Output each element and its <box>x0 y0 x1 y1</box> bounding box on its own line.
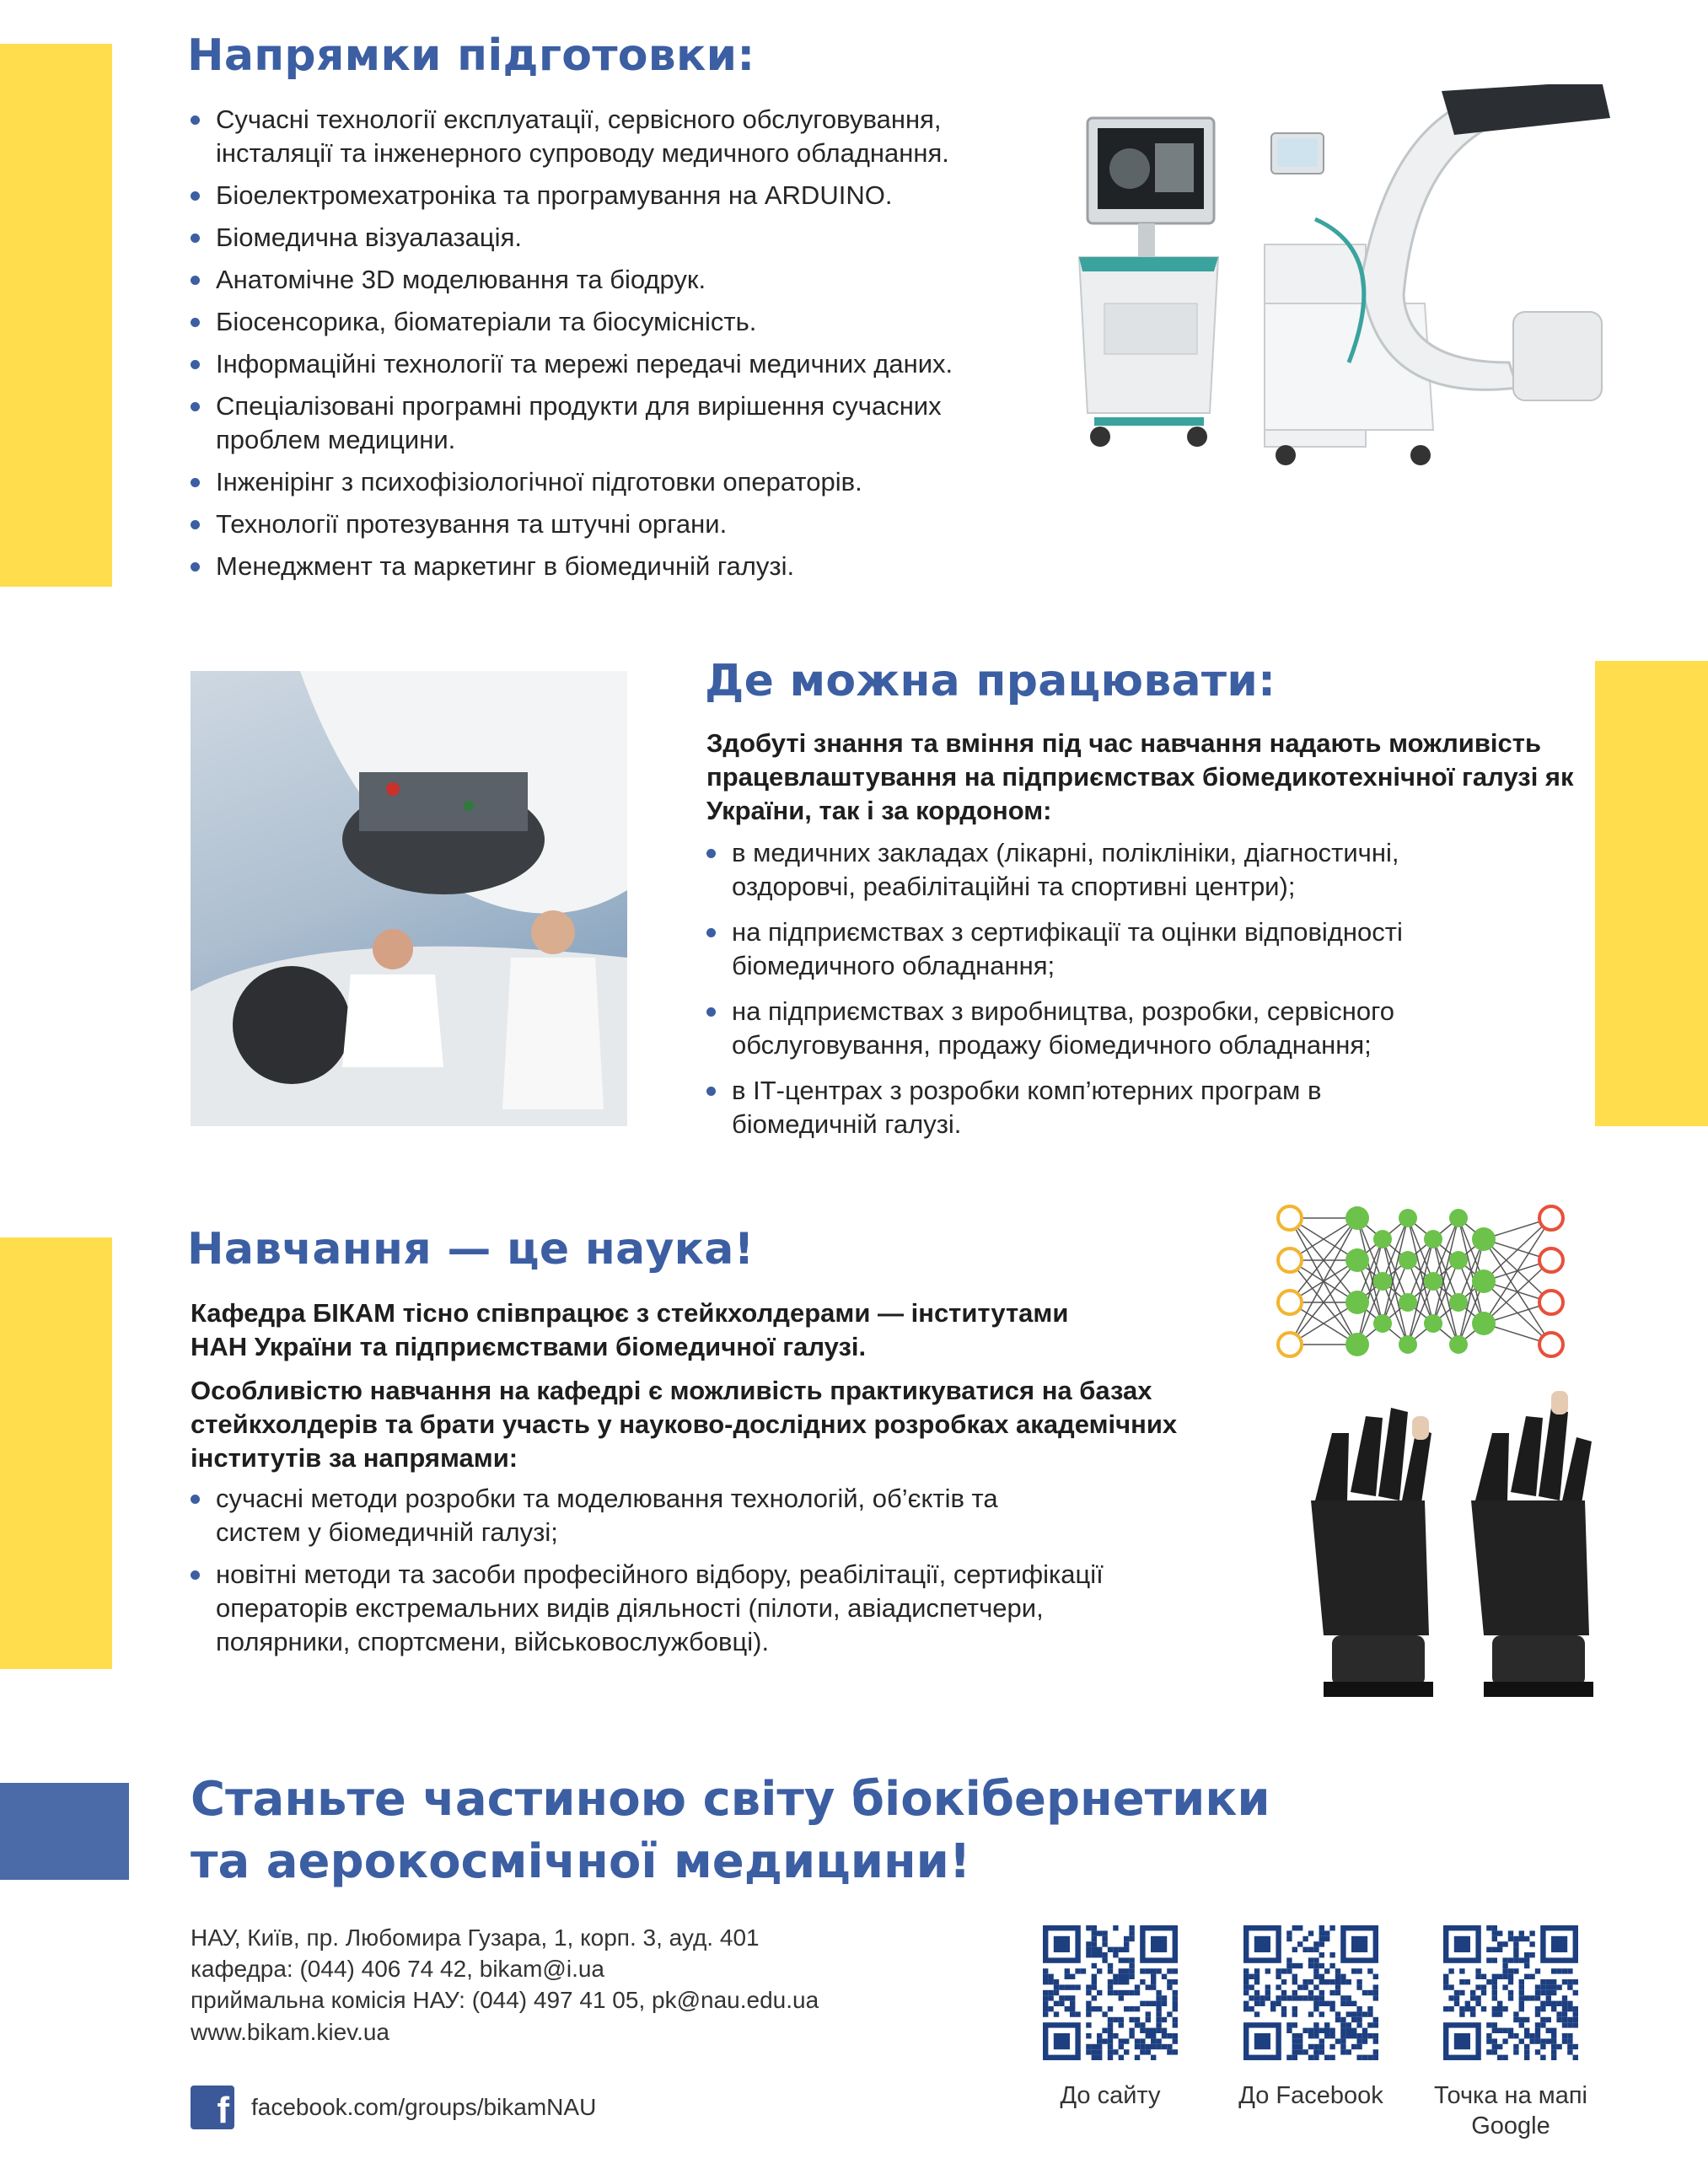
prosthetic-hands-image <box>1281 1382 1593 1720</box>
contacts-block <box>191 1922 819 2016</box>
nn-node <box>1449 1293 1468 1312</box>
training-item: Інформаційні технології та мережі передачі медичних даних. <box>191 347 1034 381</box>
contact-address: НАУ, Київ, пр. Любомира Гузара, 1, корп. 3, ауд. 401 <box>191 1924 760 1951</box>
nn-node <box>1278 1248 1302 1272</box>
work-item: на підприємствах з виробництва, розробки, сервісного обслуговування, продажу біомедичного обладнання; <box>706 995 1516 1062</box>
qr-code-icon-map[interactable] <box>1443 1925 1578 2060</box>
facebook-link[interactable]: facebook.com/groups/bikamNAU <box>251 2094 597 2120</box>
cta-heading <box>191 1769 1270 1893</box>
training-list <box>191 103 1034 592</box>
training-item: Біоелектромехатроніка та програмування на ARDUINO. <box>191 179 1034 212</box>
qr-caption-map: Точка на мапі Google <box>1434 2082 1587 2139</box>
nn-node <box>1424 1230 1442 1248</box>
yellow-bar-left-top <box>0 44 112 587</box>
nn-node <box>1345 1333 1369 1356</box>
training-item: Біомедична візуалазація. <box>191 221 1034 255</box>
nn-node <box>1345 1248 1369 1272</box>
nn-node <box>1278 1291 1302 1314</box>
nn-node <box>1424 1272 1442 1291</box>
training-item: Біосенсорика, біоматеріали та біосумісність. <box>191 305 1034 339</box>
yellow-bar-right <box>1595 661 1708 1126</box>
nn-node <box>1278 1333 1302 1356</box>
nn-node <box>1278 1206 1302 1230</box>
nn-node <box>1472 1270 1496 1293</box>
nn-node <box>1373 1272 1392 1291</box>
yellow-bar-left-mid <box>0 1237 112 1669</box>
nn-node <box>1399 1293 1417 1312</box>
qr-caption-site: До сайту <box>1060 2082 1161 2109</box>
training-item: Менеджмент та маркетинг в біомедичній галузі. <box>191 550 1034 583</box>
nn-node <box>1345 1291 1369 1314</box>
blue-bar-left <box>0 1783 129 1880</box>
nn-node <box>1539 1291 1563 1314</box>
website-link[interactable]: www.bikam.kiev.ua <box>191 2019 390 2045</box>
training-item: Спеціалізовані програмні продукти для вирішення сучасних проблем медицини. <box>191 389 1034 457</box>
neural-network-diagram <box>1273 1197 1568 1366</box>
facebook-icon[interactable]: f <box>191 2086 234 2129</box>
nn-node <box>1399 1335 1417 1354</box>
work-list <box>706 836 1516 1150</box>
contact-admission: приймальна комісія НАУ: (044) 497 41 05, pk@nau.edu.ua <box>191 1987 819 2013</box>
science-title: Навчання — це наука! <box>187 1224 755 1275</box>
nn-node <box>1472 1227 1496 1251</box>
training-item: Сучасні технології експлуатації, сервісного обслуговування, інсталяції та інженерного супроводу медичного обладнання. <box>191 103 1034 170</box>
medical-equipment-image <box>1071 84 1627 506</box>
nn-node <box>1539 1333 1563 1356</box>
training-item: Анатомічне 3D моделювання та біодрук. <box>191 263 1034 297</box>
science-para-2: Особливістю навчання на кафедрі є можливість практикуватися на базах стейкхолдерів та брати участь у науково-дослідних розробках академічних інститутів за напрямами: <box>191 1376 1178 1473</box>
cta-line-1: Станьте частиною світу біокібернетики <box>191 1772 1270 1827</box>
nn-node <box>1472 1312 1496 1335</box>
science-list <box>191 1482 1160 1667</box>
nn-node <box>1449 1335 1468 1354</box>
work-item: в медичних закладах (лікарні, поліклініки, діагностичні, оздоровчі, реабілітаційні та спортивні центри); <box>706 836 1516 904</box>
science-para-1: Кафедра БІКАМ тісно співпрацює з стейкхолдерами — інститутами НАН України та підприємствами біомедичної галузі. <box>191 1298 1069 1361</box>
nn-node <box>1345 1206 1369 1230</box>
nn-node <box>1539 1248 1563 1272</box>
qr-code-icon-facebook[interactable] <box>1243 1925 1378 2060</box>
nn-node <box>1399 1251 1417 1270</box>
nn-node <box>1399 1209 1417 1227</box>
cta-line-2: та аерокосмічної медицини! <box>191 1834 971 1889</box>
nn-node <box>1373 1314 1392 1333</box>
science-item: новітні методи та засоби професійного відбору, реабілітації, сертифікації операторів екстремальних видів діяльності (пілоти, авіадиспетчери, полярники, спортсмени, військовослужбовці). <box>191 1558 1160 1659</box>
technicians-photo <box>191 671 627 1126</box>
training-title: Напрямки підготовки: <box>187 30 755 81</box>
nn-node <box>1373 1230 1392 1248</box>
science-item: сучасні методи розробки та моделювання технологій, об’єктів та систем у біомедичній галузі; <box>191 1482 1076 1549</box>
nn-node <box>1539 1206 1563 1230</box>
nn-node <box>1449 1251 1468 1270</box>
training-item: Інженірінг з психофізіологічної підготовки операторів. <box>191 465 1034 499</box>
work-title: Де можна працювати: <box>705 656 1276 706</box>
work-item: на підприємствах з сертифікації та оцінки відповідності біомедичного обладнання; <box>706 915 1516 983</box>
work-intro: Здобуті знання та вміння під час навчання надають можливість працевлаштування на підприємствах біомедикотехнічної галузі як України, так і за кордоном: <box>706 728 1574 825</box>
qr-code-icon-site[interactable] <box>1043 1925 1178 2060</box>
qr-caption-facebook: До Facebook <box>1238 2082 1383 2109</box>
nn-node <box>1449 1209 1468 1227</box>
contact-department: кафедра: (044) 406 74 42, bikam@i.ua <box>191 1956 604 1982</box>
work-item: в ІТ-центрах з розробки комп’ютерних програм в біомедичній галузі. <box>706 1074 1372 1141</box>
training-item: Технології протезування та штучні органи. <box>191 507 1034 541</box>
nn-node <box>1424 1314 1442 1333</box>
